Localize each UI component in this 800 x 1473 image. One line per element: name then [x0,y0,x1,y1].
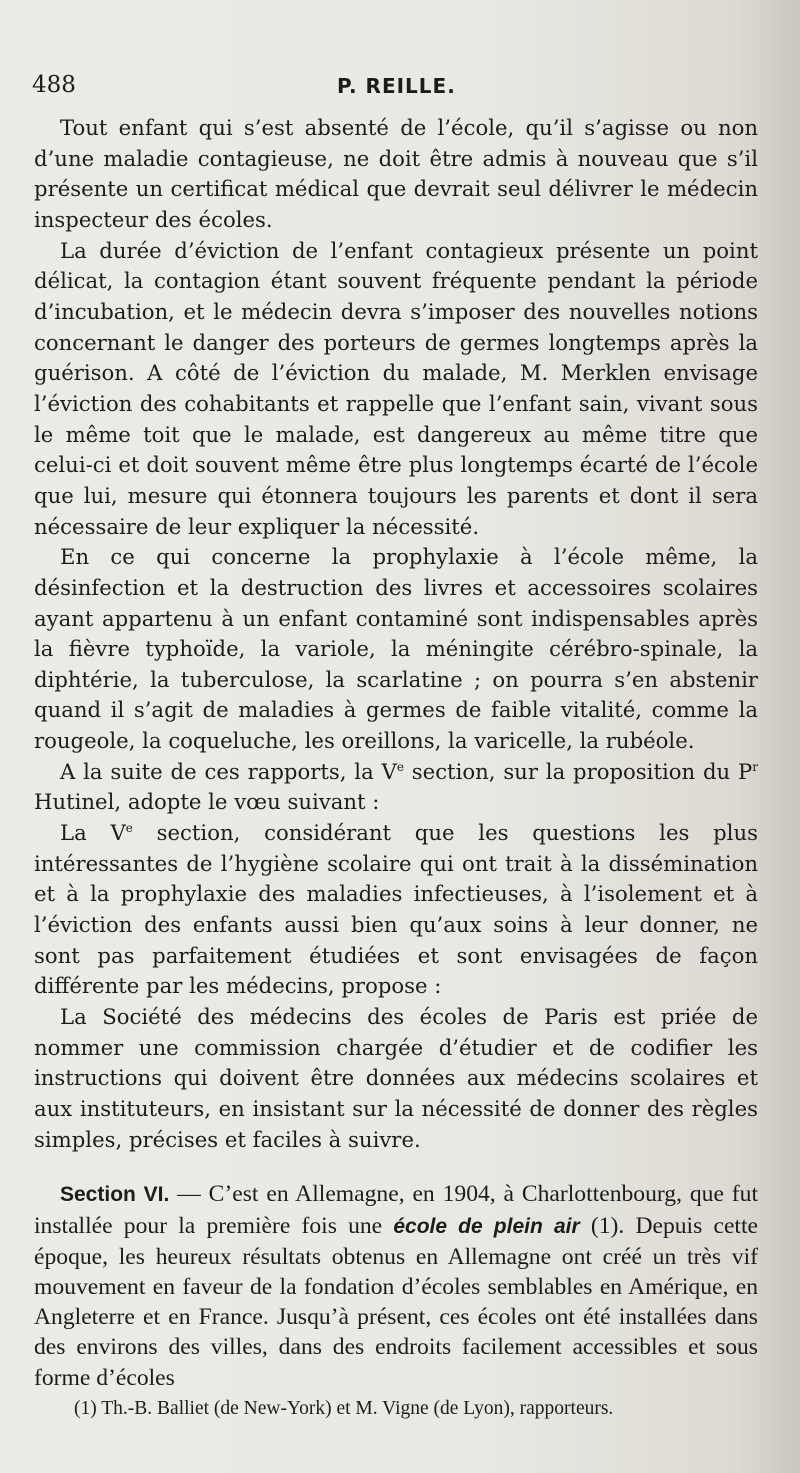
p4-part-c: Hutinel, adopte le vœu suivant : [34,789,380,815]
section-italic-term: école de plein air [393,1214,580,1238]
p5-part-a: La V [60,820,126,846]
paragraph-1: Tout enfant qui s’est absenté de l’école, qu’il s’agisse ou non d’une maladie contagieuse, ne doit être admis à nouveau que s’il présente un certificat médical que devrait seul délivrer le médecin inspecteur des écoles. [34,115,758,232]
paragraph-4 [34,757,758,818]
p4-superscript-1: e [396,759,404,774]
p4-part-b: section, sur la proposition du P [403,758,753,784]
page-body [34,113,758,1393]
paragraph-3: En ce qui concerne la prophylaxie à l’école même, la désinfection et la destruction des livres et accessoires scolaires ayant appartenu à un enfant contaminé sont indispensables après la fièvre typhoïde, la variole, la méningite cérébro-spinale, la diphtérie, la tuberculose, la scarlatine ; on pourra s’en abstenir quand il s’agit de maladies à germes de faible vitalité, comme la rougeole, la coqueluche, les oreillons, la varicelle, la rubéole. [34,544,758,754]
footnote-reference: (1). [579,1212,625,1239]
paragraph-6: La Société des médecins des écoles de Paris est priée de nommer une commission chargée d’étudier et de codifier les instructions qui doivent être données aux médecins scolaires et aux instituteurs, en insistant sur la nécessité de donner des règles simples, précises et faciles à suivre. [34,1004,758,1152]
paragraph-5 [34,818,758,1002]
paragraph-2: La durée d’éviction de l’enfant contagieux présente un point délicat, la contagion étant souvent fréquente pendant la période d’incubation, et le médecin devra s’imposer des nouvelles notions concernant le danger des porteurs de germes longtemps après la guérison. A côté de l’éviction du malade, M. Merklen envisage l’éviction des cohabitants et rappelle que l’enfant sain, vivant sous le même toit que le malade, est dangereux au même titre que celui-ci et doit souvent même être plus longtemps écarté de l’école que lui, mesure qui étonnera toujours les parents et dont il sera nécessaire de leur expliquer la nécessité. [34,237,758,539]
section-vi [34,1179,758,1392]
footnote: (1) Th.-B. Balliet (de New-York) et M. Vigne (de Lyon), rapporteurs. [74,1398,614,1419]
running-head: P. REILLE. [337,74,456,98]
p5-superscript: e [125,821,133,836]
p4-superscript-2: r [752,759,758,774]
section-title: Section VI. [60,1183,170,1207]
p5-part-b: section, considérant que les questions les plus intéressantes de l’hygiène scolaire qui ont trait à la dissémination et à la prophylaxie des maladies infectieuses, à l’isolement et à l’éviction des enfants aussi bien qu’aux soins à leur donner, ne sont pas parfaitement étudiées et sont envisagées de façon différente par les médecins, propose : [34,820,758,999]
section-vi-paragraph [34,1179,758,1392]
section-text-a: — C’est en Allemagne, en 1904, à Charlottenbourg, que fut installée pour la première fois une [34,1181,759,1239]
page-number: 488 [32,72,76,98]
p4-part-a: A la suite de ces rapports, la V [60,758,397,784]
section-text-b: Depuis cette époque, les heureux résultats obtenus en Allemagne ont créé un très vif mouvement en faveur de la fondation d’écoles semblables en Amérique, en Angleterre et en France. Jusqu’à présent, ces écoles ont été installées dans des environs des villes, dans des endroits facilement accessibles et sous forme d’écoles [34,1212,759,1391]
page-header [32,72,760,106]
